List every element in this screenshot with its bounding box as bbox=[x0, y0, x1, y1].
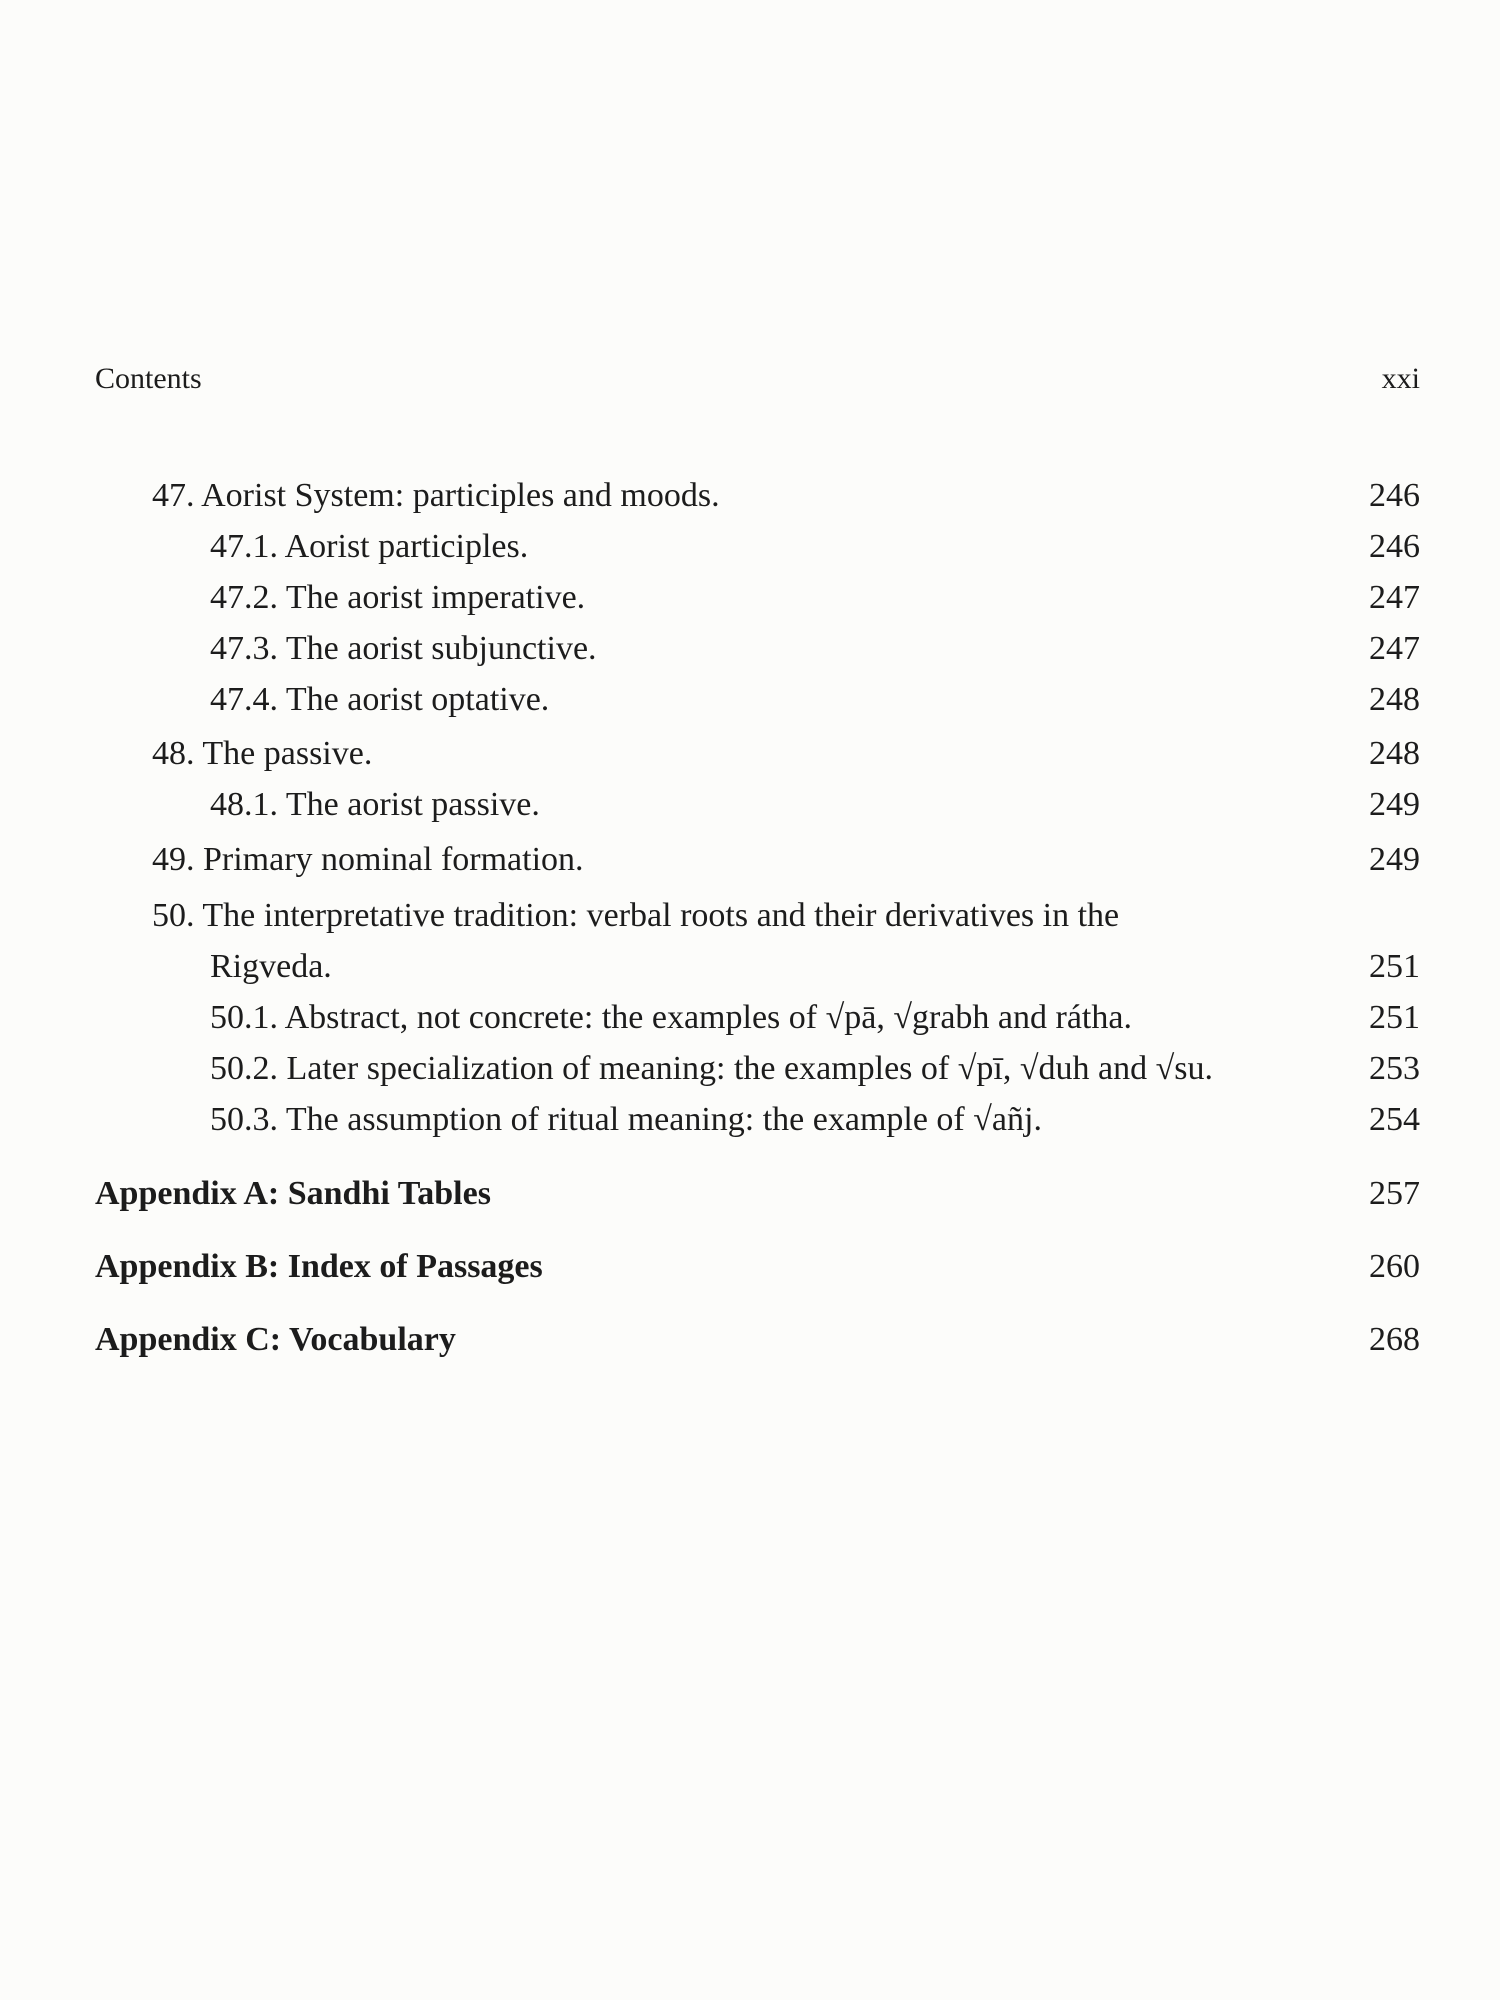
appendix-entry bbox=[0, 1317, 1420, 1363]
toc-entry bbox=[0, 626, 1420, 672]
toc-entry-page: 251 bbox=[1369, 948, 1420, 985]
toc-entry-label: 48. The passive. bbox=[152, 735, 373, 772]
running-head-title: Contents bbox=[95, 362, 202, 395]
page-number: xxi bbox=[1381, 362, 1420, 395]
appendix-label: Appendix B: Index of Passages bbox=[95, 1248, 543, 1285]
toc-entry bbox=[0, 1046, 1420, 1092]
toc-entry bbox=[0, 782, 1420, 828]
toc-entry-page: 247 bbox=[1369, 630, 1420, 667]
appendix-label: Appendix C: Vocabulary bbox=[95, 1321, 456, 1358]
toc-entry bbox=[0, 473, 1420, 519]
toc-entry bbox=[0, 524, 1420, 570]
appendix-label: Appendix A: Sandhi Tables bbox=[95, 1175, 491, 1212]
toc-entry-page: 247 bbox=[1369, 579, 1420, 616]
toc-entry-label: 50. The interpretative tradition: verbal roots and their derivatives in the bbox=[152, 897, 1120, 934]
toc-entry-page: 246 bbox=[1369, 528, 1420, 565]
toc-entry-label: 47.4. The aorist optative. bbox=[210, 681, 550, 718]
running-head bbox=[95, 362, 1420, 402]
toc-entry-page: 251 bbox=[1369, 999, 1420, 1036]
toc-entry-label: 50.2. Later specialization of meaning: the examples of √pī, √duh and √su. bbox=[210, 1050, 1213, 1087]
toc-entry-page: 248 bbox=[1369, 735, 1420, 772]
toc-entry bbox=[0, 575, 1420, 621]
appendix-page: 257 bbox=[1369, 1175, 1420, 1212]
appendix-entry bbox=[0, 1244, 1420, 1290]
toc-entry-label: 50.3. The assumption of ritual meaning: the example of √añj. bbox=[210, 1101, 1042, 1138]
toc-entry-page: 249 bbox=[1369, 786, 1420, 823]
appendix-entry bbox=[0, 1171, 1420, 1217]
toc-entry-continuation bbox=[0, 944, 1420, 990]
toc-entry-label: 47.3. The aorist subjunctive. bbox=[210, 630, 597, 667]
toc-entry bbox=[0, 677, 1420, 723]
toc-entry bbox=[0, 837, 1420, 883]
toc-entry bbox=[0, 893, 1420, 939]
toc-entry-page: 249 bbox=[1369, 841, 1420, 878]
toc-entry-label: Rigveda. bbox=[210, 948, 332, 985]
toc-entry-label: 47. Aorist System: participles and moods. bbox=[152, 477, 720, 514]
toc-entry-page: 246 bbox=[1369, 477, 1420, 514]
toc-entry bbox=[0, 1097, 1420, 1143]
appendix-page: 260 bbox=[1369, 1248, 1420, 1285]
toc-entry-page: 253 bbox=[1369, 1050, 1420, 1087]
toc-entry bbox=[0, 995, 1420, 1041]
toc-entry-label: 47.1. Aorist participles. bbox=[210, 528, 529, 565]
toc-entry-label: 50.1. Abstract, not concrete: the examples of √pā, √grabh and rátha. bbox=[210, 999, 1132, 1036]
toc-entry-label: 47.2. The aorist imperative. bbox=[210, 579, 586, 616]
toc-entry-label: 48.1. The aorist passive. bbox=[210, 786, 540, 823]
toc-entry-page: 248 bbox=[1369, 681, 1420, 718]
appendix-page: 268 bbox=[1369, 1321, 1420, 1358]
toc-entry-page: 254 bbox=[1369, 1101, 1420, 1138]
toc-entry-label: 49. Primary nominal formation. bbox=[152, 841, 584, 878]
toc-entry bbox=[0, 731, 1420, 777]
